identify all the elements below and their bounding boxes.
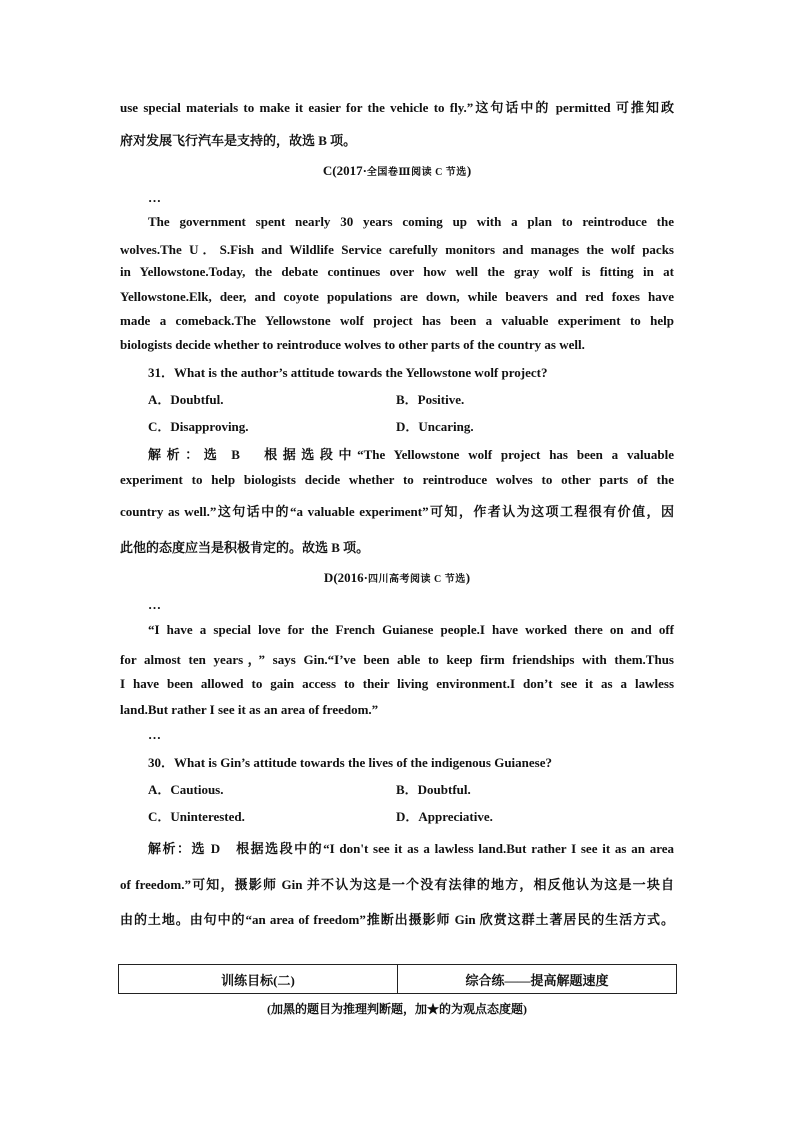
question-31-option-c: C．Disapproving.	[148, 419, 249, 434]
section-c-source: 全国卷Ⅲ阅读 C 节选	[366, 167, 467, 178]
section-d-heading	[0, 570, 794, 586]
question-30: 30．What is Gin’s attitude towards the lives of the indigenous Guianese?	[148, 755, 552, 770]
question-30-explanation-line: 解析：选 D 根据选段中的“I don't see it as a lawless land.But rather I see it as an area	[148, 841, 674, 856]
section-c-close: )	[466, 163, 472, 178]
explanation-continuation-line-1: use special materials to make it easier for the vehicle to fly.”这句话中的 permitted 可推知政	[120, 100, 674, 115]
section-d-source: 四川高考阅读 C 节选	[367, 574, 466, 585]
section-c-passage-line: biologists decide whether to reintroduce wolves to other parts of the country as well.	[120, 337, 585, 352]
section-c-passage-line: The government spent nearly 30 years coming up with a plan to reintroduce the	[148, 214, 674, 229]
question-30-option-a: A．Cautious.	[148, 782, 224, 797]
question-31-explanation-line: 此他的态度应当是积极肯定的。故选 B 项。	[120, 540, 370, 555]
section-c-passage-line: wolves.The U．S.Fish and Wildlife Service carefully monitors and manages the wolf packs	[120, 242, 674, 257]
question-31-option-d: D．Uncaring.	[396, 419, 474, 434]
question-30-option-c: C．Uninterested.	[148, 809, 245, 824]
section-d-year: (2016·	[333, 570, 368, 585]
section-c-passage-line: made a comeback.The Yellowstone wolf project has been a valuable experiment to help	[120, 313, 674, 328]
question-31-explanation-line: experiment to help biologists decide whether to reintroduce wolves to other parts of the	[120, 472, 674, 487]
training-target-goal: 综合练——提高解题速度	[398, 965, 677, 994]
section-d-passage-line: “I have a special love for the French Guianese people.I have worked there on and off	[148, 622, 674, 637]
section-d-passage-line: I have been allowed to gain access to their living environment.I don’t see it as a lawless	[120, 676, 674, 691]
question-31-explanation-line: country as well.”这句话中的“a valuable experiment”可知，作者认为这项工程很有价值，因	[120, 504, 674, 519]
section-c-passage-line: in Yellowstone.Today, the debate continues over how well the gray wolf is fitting in at	[120, 264, 674, 279]
explanation-continuation-line-2: 府对发展飞行汽车是支持的，故选 B 项。	[120, 133, 357, 148]
question-31-explanation-line: 解析：选 B 根据选段中“The Yellowstone wolf project has been a valuable	[148, 447, 674, 462]
section-d-passage-line: for almost ten years，” says Gin.“I’ve been able to keep firm friendships with them.Thus	[120, 652, 674, 667]
training-target-label: 训练目标(二)	[119, 965, 398, 994]
question-31-option-a: A．Doubtful.	[148, 392, 224, 407]
section-c-passage-line: Yellowstone.Elk, deer, and coyote populations are down, while beavers and red foxes have	[120, 289, 674, 304]
question-31-option-b: B．Positive.	[396, 392, 465, 407]
section-c-letter: C	[322, 163, 333, 178]
section-d-letter: D	[323, 570, 334, 585]
question-31: 31．What is the author’s attitude towards the Yellowstone wolf project?	[148, 365, 548, 380]
section-d-ellipsis-2: …	[148, 727, 161, 742]
section-d-ellipsis: …	[148, 597, 161, 612]
question-30-option-b: B．Doubtful.	[396, 782, 471, 797]
section-c-year: (2017·	[332, 163, 367, 178]
footnote-after: 的为观点态度题)	[439, 1002, 527, 1016]
footnote	[0, 1000, 794, 1017]
section-d-close: )	[465, 570, 471, 585]
section-d-passage-line: land.But rather I see it as an area of freedom.”	[120, 702, 379, 717]
question-30-explanation-line: 由的土地。由句中的“an area of freedom”推断出摄影师 Gin 欣赏这群土著居民的生活方式。	[120, 912, 674, 927]
section-c-ellipsis: …	[148, 190, 161, 205]
question-30-explanation-line: of freedom.”可知，摄影师 Gin 并不认为这是一个没有法律的地方，相反他认为这是一块自	[120, 877, 674, 892]
footnote-before: (加黑的题目为推理判断题，加	[266, 1002, 427, 1016]
training-target-table	[118, 964, 677, 994]
section-c-heading	[0, 163, 794, 179]
star-icon: ★	[426, 1002, 439, 1016]
question-30-option-d: D．Appreciative.	[396, 809, 493, 824]
